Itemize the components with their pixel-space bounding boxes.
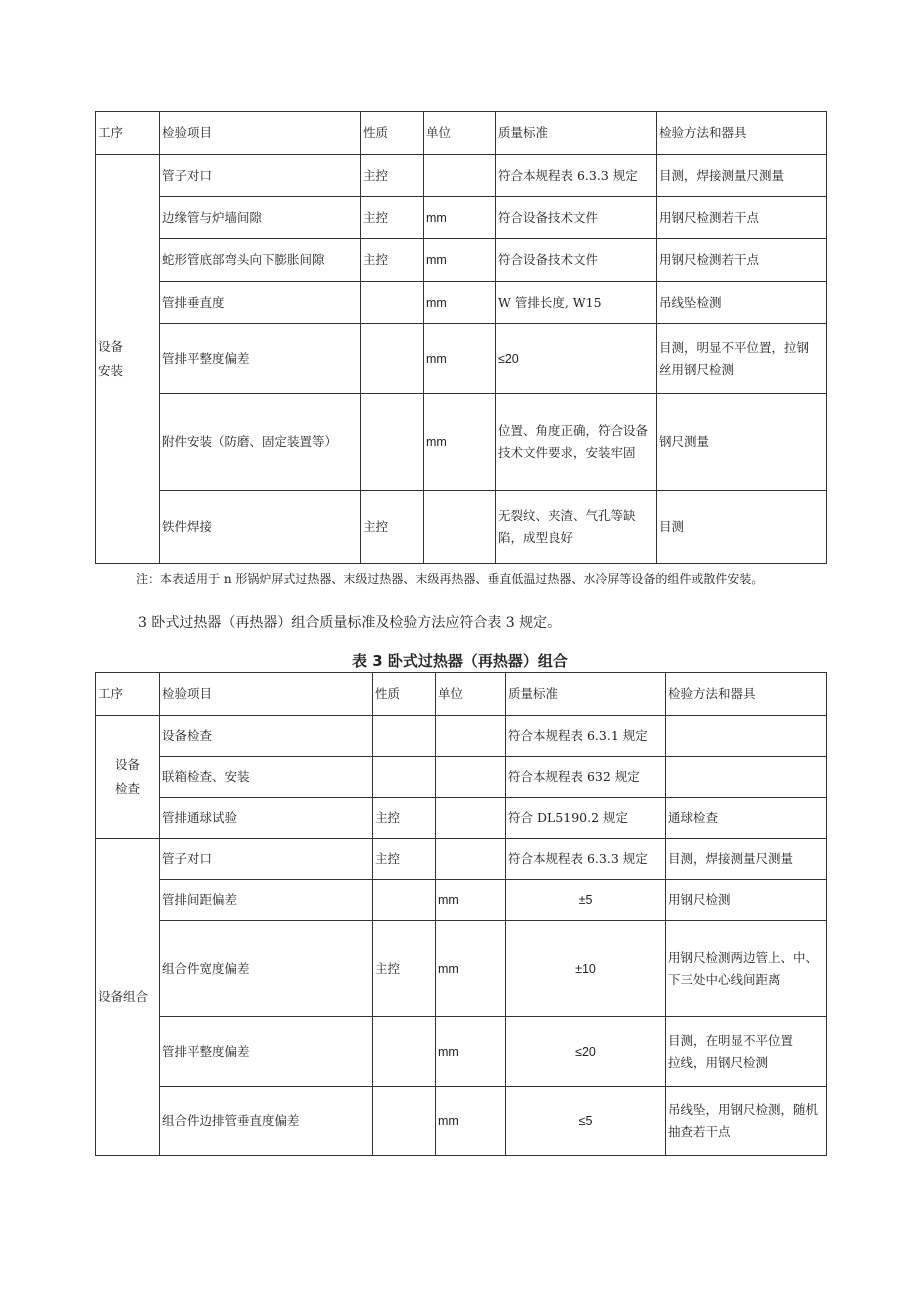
nature-cell	[361, 394, 424, 491]
table-row	[96, 491, 827, 564]
method-cell: 用钢尺检测若干点	[657, 239, 827, 282]
process-line: 设备	[98, 339, 124, 354]
table-note: 注：本表适用于 n 形锅炉屏式过热器、末级过热器、末级再热器、垂直低温过热器、水冷屏等设备的组件或散件安装。	[136, 572, 764, 586]
standard-line: 位置、角度正确，符合设备	[498, 423, 649, 438]
item-cell: 管排垂直度	[160, 282, 361, 324]
table-row	[96, 880, 827, 921]
table-row	[96, 1087, 827, 1156]
item-cell: 管排间距偏差	[160, 880, 373, 921]
unit-cell: mm	[424, 394, 496, 491]
method-line: 目测，明显不平位置，拉钢	[659, 339, 810, 355]
installation-inspection-table	[95, 111, 827, 564]
item-cell: 管排平整度偏差	[160, 1017, 373, 1087]
process-cell-equipment-assembly: 设备组合	[96, 839, 160, 1156]
nature-cell	[373, 757, 436, 798]
method-cell: 通球检查	[666, 798, 827, 839]
header-item: 检验项目	[160, 673, 373, 716]
header-process: 工序	[96, 112, 160, 155]
unit-cell: mm	[424, 197, 496, 239]
standard-cell: ≤20	[506, 1017, 666, 1087]
standard-cell: ≤5	[506, 1087, 666, 1156]
item-cell: 蛇形管底部弯头向下膨胀间隙	[160, 239, 361, 282]
standard-line: 技术文件要求，安装牢固	[498, 445, 636, 460]
item-cell: 管子对口	[160, 839, 373, 880]
table-row	[96, 282, 827, 324]
unit-cell	[436, 798, 506, 839]
standard-cell: 符合 DL5190.2 规定	[506, 798, 666, 839]
nature-cell: 主控	[373, 798, 436, 839]
header-process: 工序	[96, 673, 160, 716]
header-nature: 性质	[361, 112, 424, 155]
method-line: 吊线坠，用钢尺检测，随机	[668, 1102, 819, 1117]
method-line: 抽查若干点	[668, 1124, 731, 1139]
method-line: 丝用钢尺检测	[659, 361, 735, 377]
header-standard: 质量标准	[496, 112, 657, 155]
table-row	[96, 239, 827, 282]
standard-cell: ±10	[506, 921, 666, 1017]
nature-cell: 主控	[373, 921, 436, 1017]
method-cell: 目测	[657, 491, 827, 564]
unit-cell	[436, 716, 506, 757]
item-cell: 管排平整度偏差	[160, 324, 361, 394]
process-line: 检查	[114, 781, 140, 796]
method-cell: 目测，焊接测量尺测量	[666, 839, 827, 880]
header-nature: 性质	[373, 673, 436, 716]
nature-cell: 主控	[361, 197, 424, 239]
process-cell-equipment-check	[96, 716, 160, 839]
unit-cell: mm	[436, 921, 506, 1017]
method-cell	[666, 757, 827, 798]
standard-line: 无裂纹、夹渣、气孔等缺	[498, 508, 636, 523]
item-cell: 铁件焊接	[160, 491, 361, 564]
table-row	[96, 324, 827, 394]
standard-cell: 符合设备技术文件	[496, 197, 657, 239]
table-row	[96, 839, 827, 880]
horizontal-superheater-assembly-table	[95, 672, 827, 1156]
nature-cell	[361, 324, 424, 394]
standard-cell: ±5	[506, 880, 666, 921]
body-paragraph: 3 卧式过热器（再热器）组合质量标准及检验方法应符合表 3 规定。	[138, 615, 562, 631]
standard-cell: 符合本规程表 6.3.1 规定	[506, 716, 666, 757]
item-cell: 管子对口	[160, 155, 361, 197]
table-row	[96, 757, 827, 798]
nature-cell: 主控	[361, 491, 424, 564]
unit-cell	[424, 491, 496, 564]
header-method: 检验方法和器具	[666, 673, 827, 716]
method-cell: 用钢尺检测若干点	[657, 197, 827, 239]
unit-cell: mm	[424, 282, 496, 324]
method-cell: 钢尺测量	[657, 394, 827, 491]
unit-cell: mm	[436, 1017, 506, 1087]
nature-cell: 主控	[361, 155, 424, 197]
table-row	[96, 716, 827, 757]
nature-cell	[373, 880, 436, 921]
header-item: 检验项目	[160, 112, 361, 155]
nature-cell: 主控	[373, 839, 436, 880]
table-row	[96, 155, 827, 197]
table-row	[96, 798, 827, 839]
method-cell: 目测，焊接测量尺测量	[657, 155, 827, 197]
unit-cell: mm	[424, 239, 496, 282]
method-line: 用钢尺检测两边管上、中、	[668, 949, 819, 965]
method-cell	[657, 324, 827, 394]
unit-cell	[436, 757, 506, 798]
method-cell: 吊线坠检测	[657, 282, 827, 324]
method-cell	[666, 1087, 827, 1156]
table-row	[96, 197, 827, 239]
unit-cell	[436, 839, 506, 880]
item-cell: 设备检查	[160, 716, 373, 757]
standard-cell: 符合设备技术文件	[496, 239, 657, 282]
standard-cell: ≤20	[496, 324, 657, 394]
table-row	[96, 921, 827, 1017]
item-cell: 联箱检查、安装	[160, 757, 373, 798]
unit-cell	[424, 155, 496, 197]
item-cell: 附件安装（防磨、固定装置等）	[160, 394, 361, 491]
unit-cell: mm	[424, 324, 496, 394]
nature-cell	[361, 282, 424, 324]
standard-cell: 符合本规程表 632 规定	[506, 757, 666, 798]
table-row	[96, 394, 827, 491]
standard-cell: W 管排长度, W15	[496, 282, 657, 324]
table-header-row	[96, 112, 827, 155]
table-row	[96, 1017, 827, 1087]
method-cell: 用钢尺检测	[666, 880, 827, 921]
table-header-row	[96, 673, 827, 716]
standard-line: 陷，成型良好	[498, 530, 574, 545]
item-cell: 边缘管与炉墙间隙	[160, 197, 361, 239]
nature-cell	[373, 1087, 436, 1156]
method-cell	[666, 1017, 827, 1087]
nature-cell: 主控	[361, 239, 424, 282]
standard-cell: 符合本规程表 6.3.3 规定	[506, 839, 666, 880]
process-line: 设备	[114, 757, 140, 772]
table-caption: 表 3 卧式过热器（再热器）组合	[352, 652, 568, 670]
standard-cell	[496, 394, 657, 491]
item-cell: 管排通球试验	[160, 798, 373, 839]
header-unit: 单位	[436, 673, 506, 716]
item-cell: 组合件宽度偏差	[160, 921, 373, 1017]
standard-cell: 符合本规程表 6.3.3 规定	[496, 155, 657, 197]
method-line: 拉线，用钢尺检测	[668, 1054, 769, 1070]
method-line: 目测，在明显不平位置	[668, 1032, 794, 1048]
header-method: 检验方法和器具	[657, 112, 827, 155]
process-line: 安装	[98, 363, 124, 378]
item-cell: 组合件边排管垂直度偏差	[160, 1087, 373, 1156]
method-line: 下三处中心线间距离	[668, 971, 781, 987]
process-cell-equipment-install	[96, 155, 160, 564]
nature-cell	[373, 1017, 436, 1087]
header-standard: 质量标准	[506, 673, 666, 716]
unit-cell: mm	[436, 1087, 506, 1156]
unit-cell: mm	[436, 880, 506, 921]
nature-cell	[373, 716, 436, 757]
method-cell	[666, 921, 827, 1017]
standard-cell	[496, 491, 657, 564]
header-unit: 单位	[424, 112, 496, 155]
method-cell	[666, 716, 827, 757]
